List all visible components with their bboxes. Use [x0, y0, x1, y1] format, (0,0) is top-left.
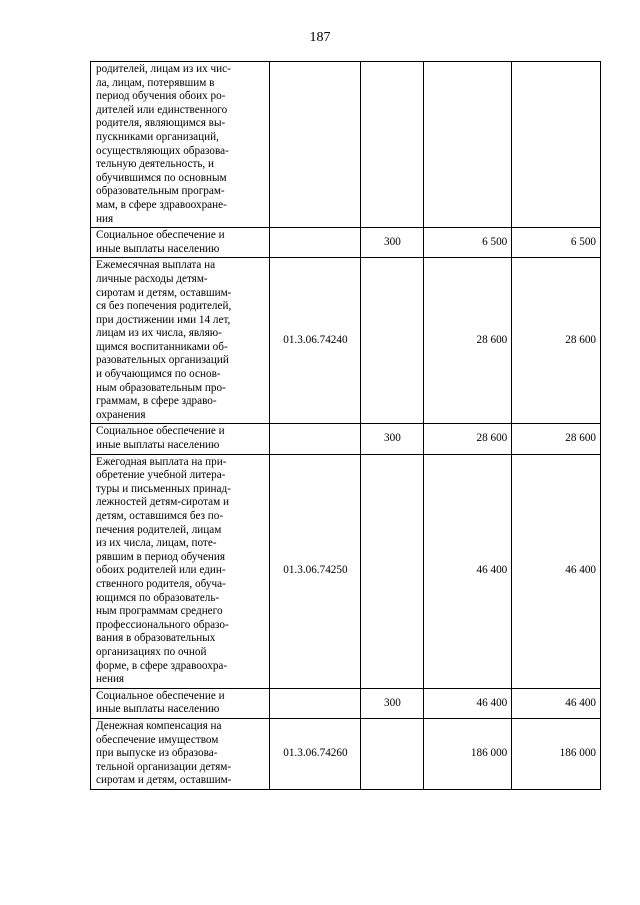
name-line: граммам, в сфере здраво- — [96, 395, 217, 408]
table-row — [91, 688, 601, 718]
cell-name — [91, 62, 270, 228]
name-line: Ежемесячная выплата на — [96, 259, 216, 272]
name-line: печения родителей, лицам — [96, 523, 222, 536]
name-line: мам, в сфере здравоохране- — [96, 198, 227, 211]
cell-sum-year-1: 28 600 — [423, 258, 512, 424]
name-line: личные расходы детям- — [96, 272, 208, 285]
table-row — [91, 454, 601, 688]
name-line: сиротам и детям, оставшим- — [96, 774, 232, 787]
name-line: Ежегодная выплата на при- — [96, 455, 227, 468]
cell-sum-year-2: 46 400 — [512, 688, 601, 718]
cell-code — [269, 424, 361, 454]
name-line: родителя, являющимся вы- — [96, 117, 226, 130]
cell-sum-year-1: 28 600 — [423, 424, 512, 454]
name-line: ющимся по образователь- — [96, 591, 220, 604]
cell-code — [269, 62, 361, 228]
name-line: форме, в сфере здравоохра- — [96, 659, 228, 672]
cell-name — [91, 688, 270, 718]
page-number: 187 — [309, 30, 331, 45]
name-line: родителей, лицам из их чис- — [96, 63, 231, 75]
table-row — [91, 228, 601, 258]
name-line: нения — [96, 673, 125, 686]
name-line: ным программам среднего — [96, 605, 223, 618]
cell-sum-year-2: 28 600 — [512, 258, 601, 424]
cell-sum-year-1: 6 500 — [423, 228, 512, 258]
name-line: сиротам и детям, оставшим- — [96, 286, 232, 299]
cell-code: 01.3.06.74260 — [269, 718, 361, 789]
name-line: тельной организации детям- — [96, 760, 232, 773]
name-line: лежностей детям-сиротам и — [96, 496, 229, 509]
name-line: Социальное обеспечение и — [96, 425, 225, 438]
cell-code: 01.3.06.74240 — [269, 258, 361, 424]
name-line: обоих родителей или един- — [96, 564, 226, 577]
name-line: образовательным програм- — [96, 185, 225, 198]
budget-table — [90, 61, 601, 790]
cell-name — [91, 454, 270, 688]
name-line: охранения — [96, 408, 146, 421]
name-line: период обучения обоих ро- — [96, 90, 226, 103]
name-line: профессионального образо- — [96, 618, 229, 631]
name-line: ственного родителя, обуча- — [96, 577, 226, 590]
cell-sum-year-1: 46 400 — [423, 454, 512, 688]
name-line: Денежная компенсация на — [96, 719, 222, 732]
table-row — [91, 258, 601, 424]
name-line: Социальное обеспечение и — [96, 689, 225, 702]
name-line: иные выплаты населению — [96, 703, 220, 716]
name-line: Социальное обеспечение и — [96, 229, 225, 242]
name-line: разовательных организаций — [96, 354, 229, 367]
cell-code: 01.3.06.74250 — [269, 454, 361, 688]
cell-sum-year-2 — [512, 62, 601, 228]
cell-name — [91, 718, 270, 789]
cell-code — [269, 228, 361, 258]
name-line: дителей или единственного — [96, 103, 228, 116]
table-row — [91, 718, 601, 789]
cell-sum-year-1 — [423, 62, 512, 228]
name-line: лицам из их числа, являю- — [96, 327, 222, 340]
name-line: ным образовательным про- — [96, 381, 226, 394]
cell-name — [91, 228, 270, 258]
name-line: обучившимся по основным — [96, 171, 227, 184]
name-line: пускниками организаций, — [96, 130, 219, 143]
name-line: осуществляющих образова- — [96, 144, 229, 157]
table-row — [91, 62, 601, 228]
cell-sum-year-2: 186 000 — [512, 718, 601, 789]
name-line: щимся воспитанниками об- — [96, 340, 228, 353]
name-line: вания в образовательных — [96, 632, 216, 645]
cell-expense-type — [361, 62, 423, 228]
name-line: и обучающимся по основ- — [96, 368, 221, 381]
name-line: организациях по очной — [96, 645, 207, 658]
cell-expense-type: 300 — [361, 228, 423, 258]
cell-sum-year-1: 186 000 — [423, 718, 512, 789]
cell-sum-year-2: 46 400 — [512, 454, 601, 688]
cell-sum-year-1: 46 400 — [423, 688, 512, 718]
table-row — [91, 424, 601, 454]
name-line: ла, лицам, потерявшим в — [96, 76, 215, 89]
name-line: обеспечение имуществом — [96, 733, 219, 746]
name-line: детям, оставшимся без по- — [96, 510, 224, 522]
name-line: туры и письменных принад- — [96, 482, 231, 495]
name-line: ся без попечения родителей, — [96, 300, 232, 313]
cell-name — [91, 424, 270, 454]
name-line: рявшим в период обучения — [96, 550, 226, 563]
name-line: при выпуске из образова- — [96, 747, 218, 760]
cell-code — [269, 688, 361, 718]
cell-expense-type — [361, 258, 423, 424]
cell-name — [91, 258, 270, 424]
name-line: обретение учебной литера- — [96, 469, 226, 482]
name-line: ния — [96, 212, 114, 225]
cell-sum-year-2: 6 500 — [512, 228, 601, 258]
cell-expense-type: 300 — [361, 424, 423, 454]
name-line: из их числа, лицам, поте- — [96, 537, 217, 550]
cell-expense-type — [361, 718, 423, 789]
name-line: иные выплаты населению — [96, 242, 220, 255]
cell-sum-year-2: 28 600 — [512, 424, 601, 454]
name-line: иные выплаты населению — [96, 439, 220, 452]
name-line: тельную деятельность, и — [96, 158, 215, 171]
cell-expense-type: 300 — [361, 688, 423, 718]
cell-expense-type — [361, 454, 423, 688]
name-line: при достижении ими 14 лет, — [96, 313, 231, 326]
